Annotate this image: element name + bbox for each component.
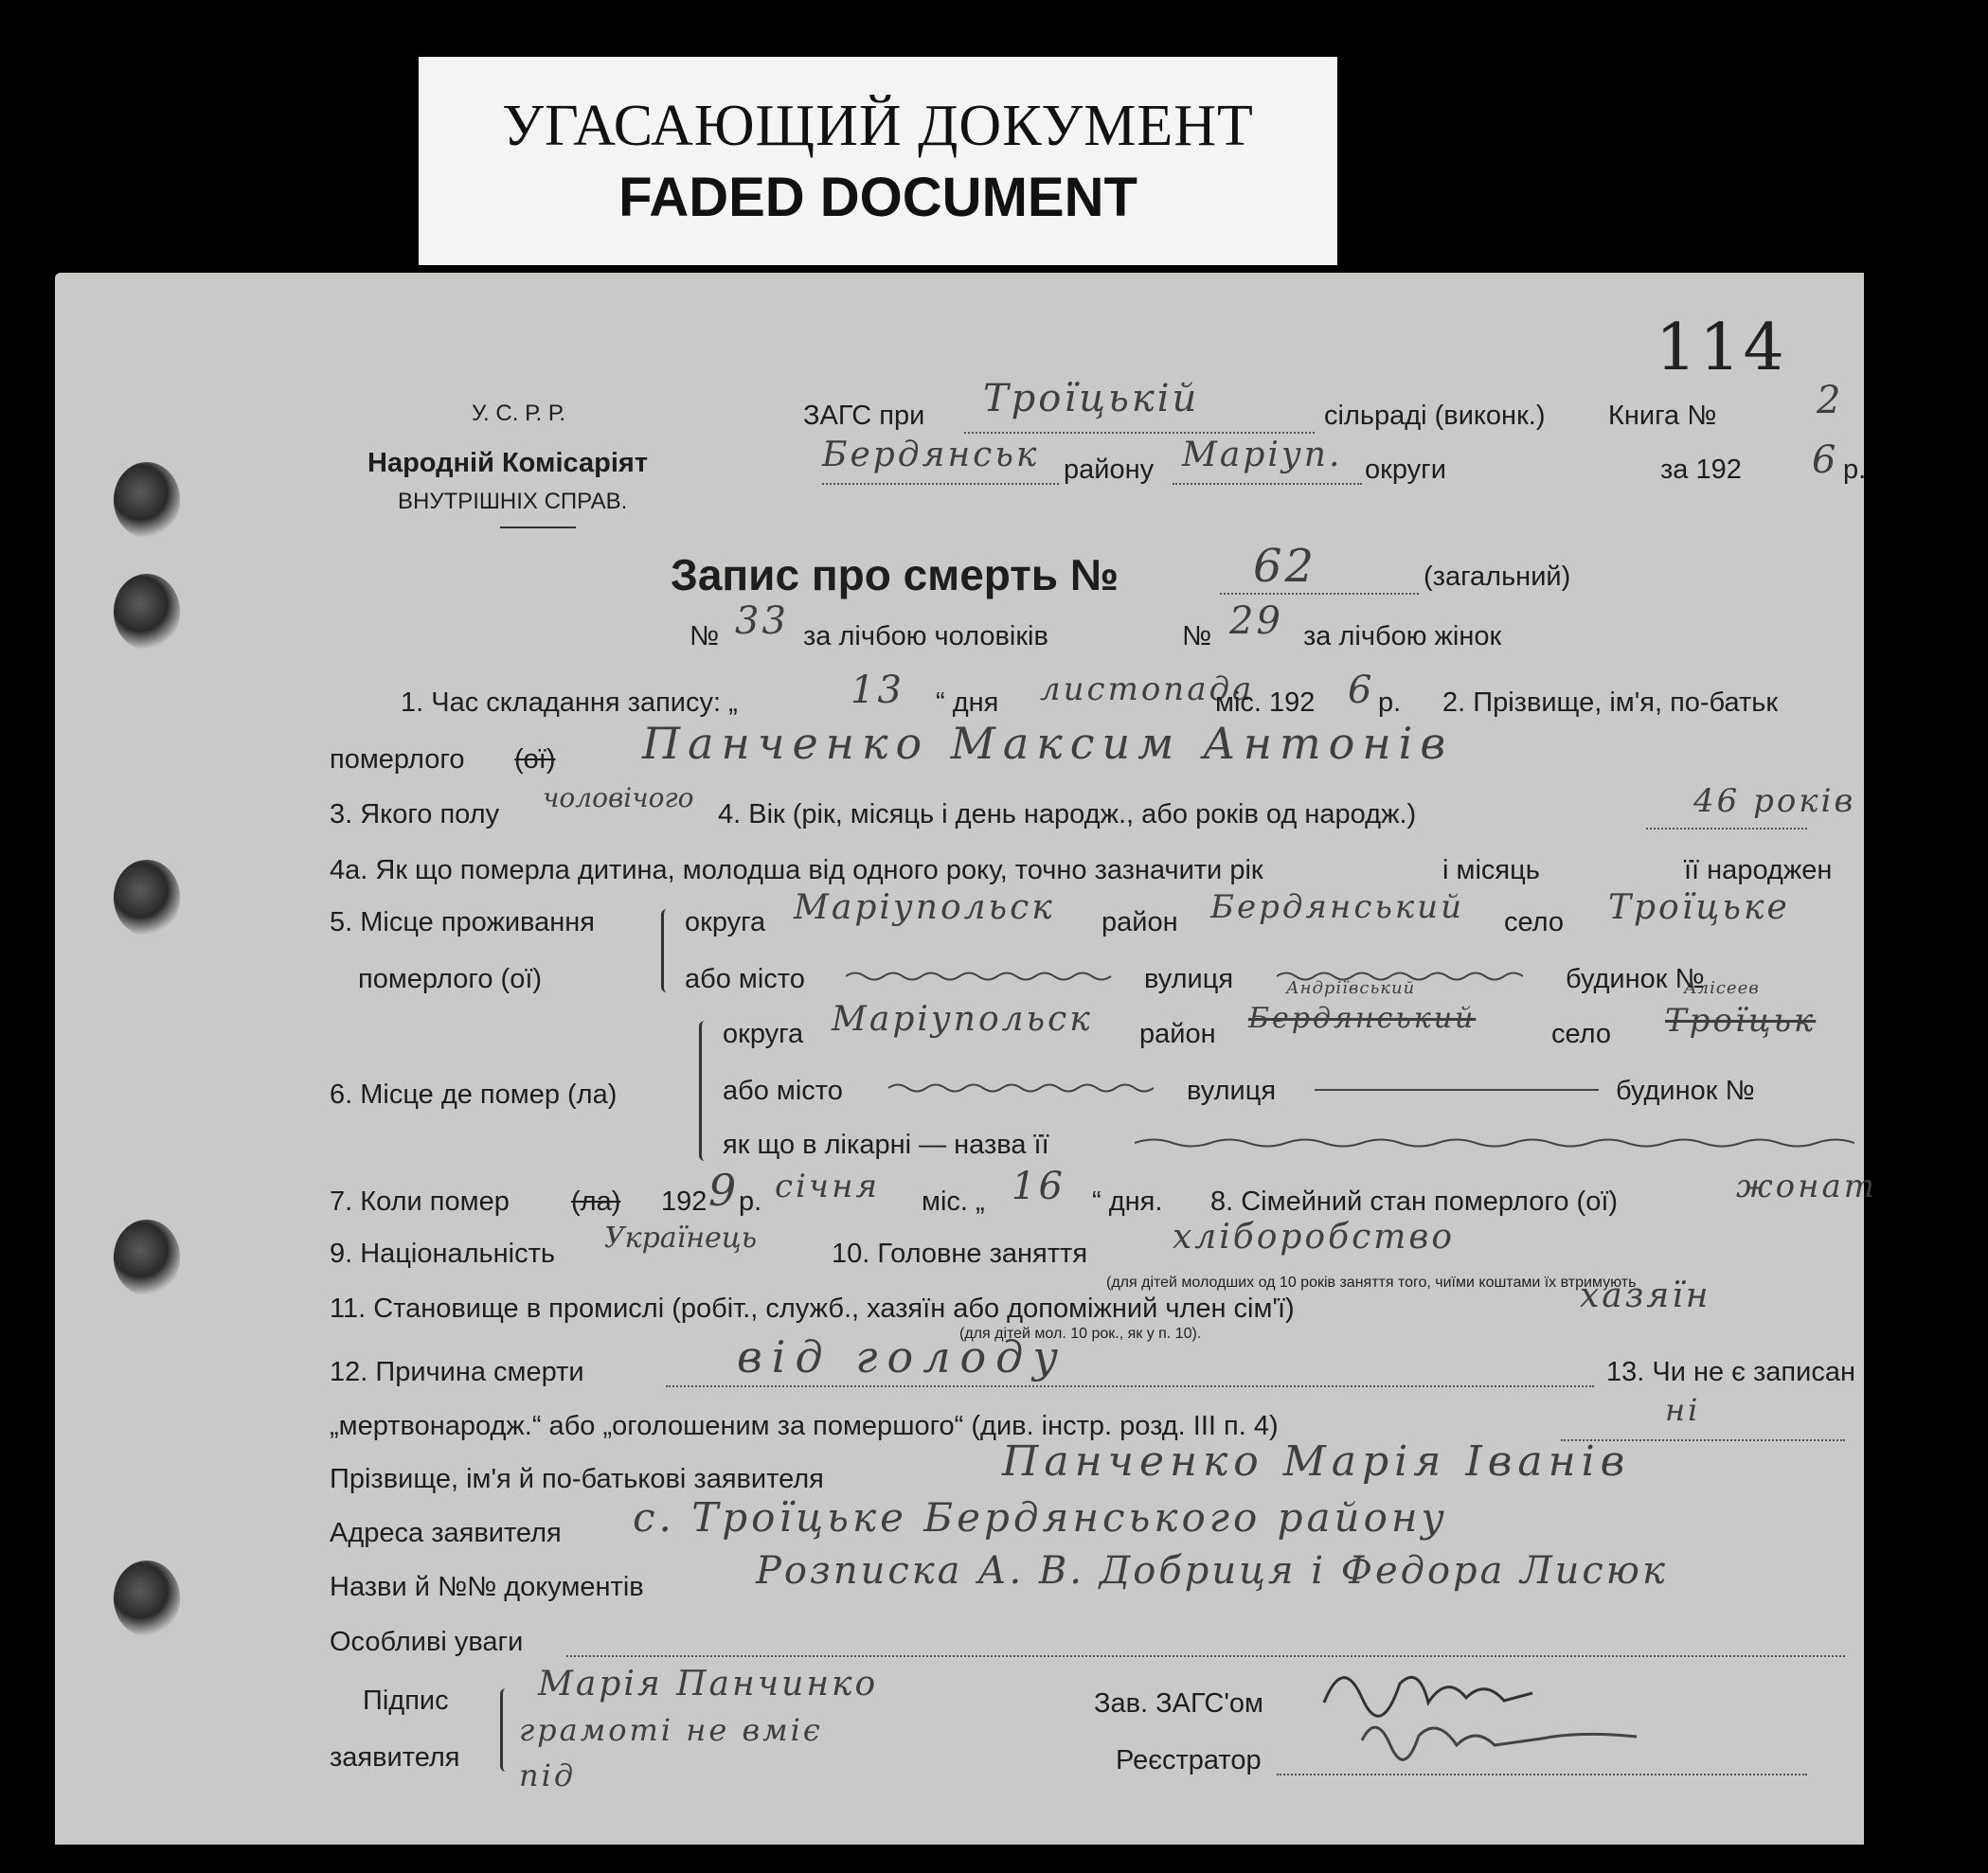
f11-note: (для дітей мол. 10 рок., як у п. 10). bbox=[959, 1326, 1202, 1342]
punch-hole bbox=[114, 1220, 180, 1295]
brace bbox=[500, 1688, 512, 1772]
banner-ru: УГАСАЮЩИЙ ДОКУМЕНТ bbox=[502, 94, 1254, 158]
header-ussr: У. С. Р. Р. bbox=[472, 401, 566, 426]
dotted-line bbox=[1220, 593, 1419, 595]
applicant-name-value: Панченко Марія Іванів bbox=[1002, 1437, 1631, 1486]
f13-label: 13. Чи не є записан bbox=[1606, 1357, 1855, 1387]
applicant-address-label: Адреса заявителя bbox=[330, 1518, 562, 1548]
f1-day: 13 bbox=[851, 669, 904, 712]
dash-line bbox=[1135, 1134, 1854, 1151]
f2-struck: (ої) bbox=[514, 744, 556, 775]
dash-line bbox=[1315, 1089, 1599, 1091]
applicant-name-label: Прізвище, ім'я й по-батькові заявителя bbox=[330, 1464, 824, 1494]
f10-value: хліборобство bbox=[1173, 1218, 1456, 1257]
registrar-signature bbox=[1352, 1703, 1656, 1769]
f7-day: 16 bbox=[1012, 1165, 1066, 1208]
okrug-label: округи bbox=[1365, 455, 1446, 485]
header-underline bbox=[500, 526, 576, 528]
dotted-line bbox=[566, 1655, 1845, 1657]
zags-label: ЗАГС при bbox=[803, 401, 925, 431]
silradi-label: сільраді (виконк.) bbox=[1324, 401, 1546, 431]
record-title: Запис про смерть № bbox=[671, 550, 1119, 599]
f11-label: 11. Становище в промислі (робіт., служб., хазяїн або допоміжний член сім'ї) bbox=[330, 1293, 1295, 1324]
f7-mis: міс. „ bbox=[922, 1186, 985, 1217]
signature-label: Підпис bbox=[363, 1686, 449, 1716]
f6-selo-superscript: Алісеев bbox=[1684, 978, 1760, 998]
f4a-label: 4а. Як що померла дитина, молодша від одного року, точно зазначити рік bbox=[330, 855, 1263, 885]
f13-b-label: „мертвонародж.“ або „оголошеним за помершого“ (див. інстр. розд. III п. 4) bbox=[330, 1411, 1279, 1441]
okrug-value: Маріуп. bbox=[1182, 436, 1343, 474]
women-count-label: за лічбою жінок bbox=[1303, 621, 1502, 651]
punch-hole bbox=[114, 462, 180, 538]
f5-okruga-value: Маріупольск bbox=[794, 888, 1055, 927]
punch-hole bbox=[114, 1561, 180, 1636]
f13-value: ні bbox=[1665, 1392, 1701, 1428]
f2-deceased-label: померлого bbox=[330, 744, 465, 775]
faded-document-banner bbox=[419, 57, 1337, 265]
brace bbox=[699, 1021, 713, 1161]
f6-selo: село bbox=[1551, 1019, 1612, 1049]
f11-value: хазяїн bbox=[1580, 1276, 1711, 1315]
year-value: 6 bbox=[1812, 438, 1839, 482]
f5-okruga: округа bbox=[685, 907, 766, 937]
zags-value: Троїцькій bbox=[983, 377, 1200, 420]
f2-label: 2. Прізвище, ім'я, по-батьк bbox=[1442, 687, 1779, 718]
f5-house: будинок № bbox=[1566, 964, 1705, 994]
f10-note: (для дітей молодших од 10 років заняття того, чиїми коштами їх втримують bbox=[1106, 1275, 1637, 1291]
applicant-signature-line3: під bbox=[519, 1757, 577, 1793]
f6-rayon-struck: Бердянський bbox=[1248, 1002, 1477, 1035]
f1-year: 6 bbox=[1348, 669, 1375, 712]
f9-label: 9. Національність bbox=[330, 1239, 556, 1269]
f6-street: вулиця bbox=[1187, 1076, 1277, 1106]
f1-month: листопада bbox=[1040, 670, 1255, 708]
dotted-line bbox=[822, 483, 1059, 485]
year-suffix: р. bbox=[1843, 455, 1867, 485]
f5-rayon-value: Бердянський bbox=[1210, 888, 1464, 926]
f6-selo-value: Троїцьк bbox=[1665, 1002, 1817, 1040]
f7-year-pre: 192 bbox=[661, 1186, 707, 1217]
f5-rayon: район bbox=[1101, 907, 1178, 937]
f3-label: 3. Якого полу bbox=[330, 799, 500, 829]
header-internal-affairs: ВНУТРІШНІХ СПРАВ. bbox=[398, 489, 628, 514]
men-count-value: 33 bbox=[735, 599, 789, 643]
applicant-signature-line2: грамоті не вміє bbox=[519, 1712, 823, 1748]
zags-head-label: Зав. ЗАГС'ом bbox=[1094, 1688, 1263, 1719]
f10-label: 10. Головне заняття bbox=[832, 1239, 1088, 1269]
rayon-label: району bbox=[1064, 455, 1155, 485]
f1-day-label: “ дня bbox=[936, 687, 999, 718]
f6-house: будинок № bbox=[1616, 1076, 1755, 1106]
f6-hospital: як що в лікарні — назва її bbox=[723, 1130, 1049, 1160]
f6-rayon: район bbox=[1139, 1019, 1216, 1049]
f8-value: жонат bbox=[1736, 1168, 1878, 1205]
year-label: за 192 bbox=[1660, 455, 1742, 485]
f5-label-2: померлого (ої) bbox=[358, 964, 543, 994]
f7-r: р. bbox=[739, 1186, 762, 1217]
deceased-name: Панченко Максим Антонів bbox=[642, 718, 1454, 769]
f7-struck: (ла) bbox=[571, 1186, 621, 1217]
f7-year: 9 bbox=[708, 1165, 740, 1216]
brace bbox=[661, 909, 675, 992]
f5-selo-value: Троїцьке bbox=[1608, 888, 1790, 927]
f7-day-label: “ дня. bbox=[1092, 1186, 1163, 1217]
men-count-label: за лічбою чоловіків bbox=[803, 621, 1048, 651]
f7-label: 7. Коли помер bbox=[330, 1186, 510, 1217]
archive-stamp-number: 114 bbox=[1656, 311, 1787, 385]
death-record-card bbox=[55, 273, 1878, 1845]
applicant-signature-line1: Марія Панчинко bbox=[538, 1665, 879, 1704]
f8-label: 8. Сімейний стан померлого (ої) bbox=[1210, 1186, 1619, 1217]
dash-line bbox=[888, 1079, 1163, 1097]
f1-r: р. bbox=[1378, 687, 1402, 718]
f5-label: 5. Місце проживання bbox=[330, 907, 595, 937]
f6-label: 6. Місце де помер (ла) bbox=[330, 1079, 618, 1110]
women-count-value: 29 bbox=[1229, 599, 1283, 643]
dotted-line bbox=[1173, 483, 1362, 485]
f7-month: січня bbox=[775, 1168, 880, 1205]
dash-line bbox=[846, 968, 1120, 985]
banner-en: FADED DOCUMENT bbox=[618, 167, 1137, 228]
remarks-label: Особливі уваги bbox=[330, 1627, 524, 1657]
f6-okruga-value: Маріупольск bbox=[832, 1000, 1093, 1039]
applicant-address-value: с. Троїцьке Бердянського району bbox=[633, 1494, 1448, 1541]
f1-mis: міс. 192 bbox=[1215, 687, 1316, 718]
f6-city: або місто bbox=[723, 1076, 843, 1106]
record-number: 62 bbox=[1253, 540, 1317, 593]
f9-value: Українець bbox=[604, 1222, 758, 1255]
registrar-label: Реєстратор bbox=[1116, 1745, 1262, 1775]
documents-label: Назви й №№ документів bbox=[330, 1572, 644, 1602]
f5-city: або місто bbox=[685, 964, 805, 994]
f5-selo: село bbox=[1504, 907, 1565, 937]
rayon-value: Бердянськ bbox=[822, 436, 1040, 474]
f3-sex-value: чоловічого bbox=[543, 782, 694, 813]
book-value: 2 bbox=[1817, 379, 1844, 422]
punch-hole bbox=[114, 574, 180, 650]
f12-value: від голоду bbox=[737, 1331, 1068, 1382]
f5-street: вулиця bbox=[1144, 964, 1234, 994]
f4-age-value: 46 років bbox=[1693, 782, 1856, 820]
punch-hole bbox=[114, 860, 180, 936]
f12-label: 12. Причина смерти bbox=[330, 1357, 584, 1387]
f4a-mid: і місяць bbox=[1442, 855, 1540, 885]
men-no-label: № bbox=[690, 621, 720, 651]
dotted-line bbox=[1646, 828, 1807, 829]
dotted-line bbox=[1277, 1774, 1807, 1775]
documents-value: Розписка А. В. Добриця і Федора Лисюк bbox=[756, 1549, 1668, 1593]
f6-okruga: округа bbox=[723, 1019, 804, 1049]
dotted-line bbox=[666, 1385, 1594, 1387]
women-no-label: № bbox=[1182, 621, 1212, 651]
book-label: Книга № bbox=[1608, 401, 1717, 431]
signature-label-2: заявителя bbox=[330, 1742, 460, 1773]
dotted-line bbox=[964, 432, 1315, 434]
f1-label: 1. Час складання запису: „ bbox=[401, 687, 738, 718]
f4-label: 4. Вік (рік, місяць і день народж., або років од народж.) bbox=[718, 799, 1417, 829]
header-commissariat: Народній Комісаріят bbox=[367, 448, 649, 478]
f6-rayon-superscript: Андріївський bbox=[1286, 978, 1416, 998]
f4a-end: її народжен bbox=[1684, 855, 1833, 885]
record-title-suffix: (загальний) bbox=[1424, 562, 1571, 592]
